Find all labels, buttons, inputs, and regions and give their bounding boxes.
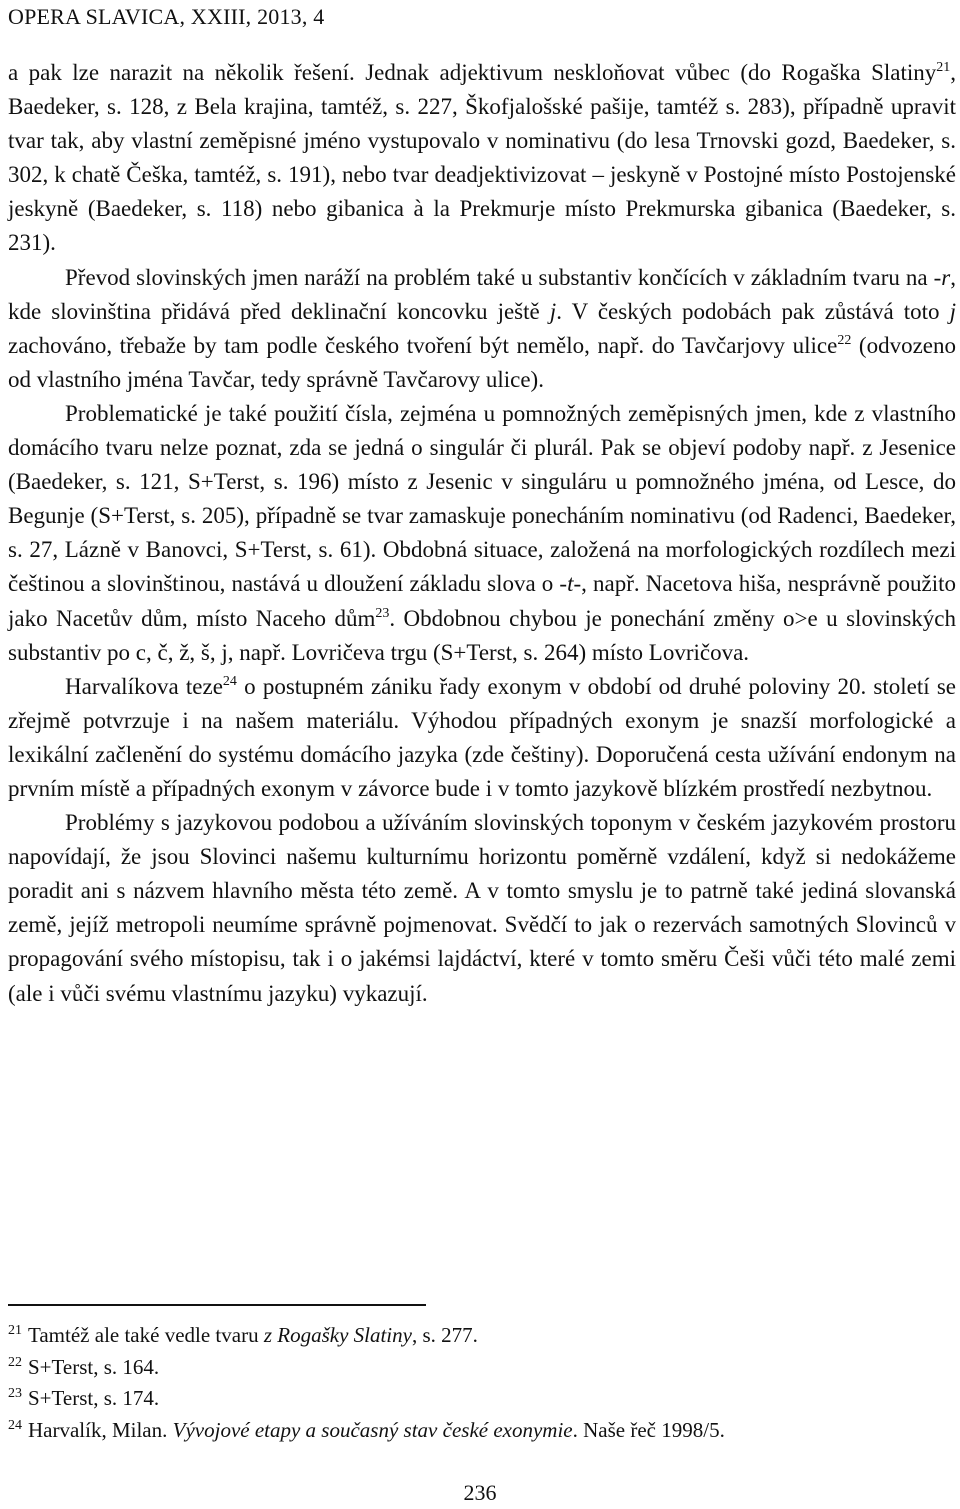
text-run: Problémy s jazykovou podobou a užíváním slovinských toponym v českém jazykovém prostoru napovídají, že jsou Slovinci našemu kulturnímu horizontu poměrně vzdálení, když si nedokážeme poradit ani s názvem hlavního města této země. A v tomto smyslu je to patrně také jediná slovanská země, jejíž metropoli neumíme správně pojmenovat. Svědčí to jak o rezervách samotných Slovinců v propagování svého místopisu, tak i o jakémsi lajdáctví, které v tomto směru Češi vůči této malé zemi (ale i vůči svému vlastnímu jazyku) vykazují. [8,810,956,1006]
paragraph [8,806,956,1011]
text-run: Harvalík, Milan. [28,1417,173,1442]
footnotes [8,1320,956,1446]
italic-text: j [949,298,956,324]
running-head: OPERA SLAVICA, XXIII, 2013, 4 [8,4,325,29]
footnote [8,1320,956,1352]
article-body [8,56,956,1011]
paragraph [8,261,956,397]
text-run: S+Terst, s. 174. [28,1386,160,1410]
text-run: a pak lze narazit na několik řešení. Jednak adjektivum neskloňovat vůbec (do Rogaška Slatiny [8,60,937,85]
footnote [8,1415,956,1447]
footnote-number: 22 [8,1354,22,1370]
paragraph [8,670,956,806]
text-run: . Naše řeč 1998/5. [572,1417,725,1442]
footnote-ref: 23 [375,605,390,621]
footnote-number: 21 [8,1323,22,1338]
text-run: Harvalíkova teze [65,673,223,699]
footnote-number: 23 [8,1386,22,1401]
footnote [8,1383,956,1415]
footnote-ref: 24 [222,673,237,689]
text-run: Problematické je také použití čísla, zejména u pomnožných zeměpisných jmen, kde z vlastního domácího tvaru nelze poznat, zda se jedná o singulár či plurál. Pak se objeví podoby např. z Jesenice (Baedeker, s. 121, S+Terst, s. 196) místo z Jesenic v singuláru u pomnožného jména, od Lesce, do Begunje (S+Terst, s. 205), případně se tvar zamaskuje ponecháním nominativu (od Radenci, Baedeker, s. 27, Lázně v Banovci, S+Terst, s. 61). Obdobná situace, založená na morfologických rozdílech mezi češtinou a slovinštinou, nastává u dloužení základu slova o - [8,400,956,597]
text-run: Převod slovinských jmen naráží na problém také u substantiv končících v základním tvaru na - [65,264,942,290]
footnote [8,1352,956,1384]
text-run: . V českých podobách pak zůstává toto [556,298,950,324]
footnote-separator [8,1304,426,1306]
footnote-ref: 21 [936,60,951,75]
italic-text: r [941,264,951,290]
text-run: , s. 277. [411,1323,478,1347]
text-run: Tamtéž ale také vedle tvaru [28,1323,264,1347]
italic-text: z Rogašky Slatiny [263,1323,412,1347]
text-run: , Baedeker, s. 128, z Bela krajina, tamtéž, s. 227, Škofjalošské pašije, tamtéž s. 283), případně upravit tvar tak, aby vlastní zeměpisné jméno vystupovalo v nominativu (do lesa Trnovski gozd, Baedeker, s. 302, k chatě Češka, tamtéž, s. 191), nebo tvar deadjektivizovat – jeskyně v Postojné místo Postojenské jeskyně (Baedeker, s. 118) nebo gibanica à la Prekmurje místo Prekmurska gibanica (Baedeker, s. 231). [8,60,956,256]
text-run: . Obdobnou chybou je ponechání změny o>e u slovinských substantiv po c, č, ž, š, j, např. Lovričeva trgu (S+Terst, s. 264) místo Lovričova. [8,605,956,665]
footnote-number: 24 [8,1417,22,1433]
italic-text: Vývojové etapy a současný stav české exonymie [172,1417,573,1442]
paragraph [8,56,956,261]
paragraph [8,397,956,670]
text-run: o postupném zániku řady exonym v období od druhé poloviny 20. století se zřejmě potvrzuje i na našem materiálu. Výhodou případných exonym je snazší morfologické a lexikální začlenění do systému domácího jazyka (zde češtiny). Doporučená cesta užívání endonym na prvním místě a případných exonym v závorce bude i v tomto jazykově blízkém prostředí nezbytnou. [8,673,956,801]
page-number: 236 [463,1480,497,1505]
text-run: S+Terst, s. 164. [28,1354,160,1379]
text-run: zachováno, třebaže by tam podle českého tvoření být nemělo, např. do Tavčarjovy ulice [8,332,838,358]
text-run: , kde slovinština přidává před deklinační koncovku ještě [8,264,956,324]
italic-text: j [549,298,557,324]
footnote-ref: 22 [837,332,852,348]
italic-text: t [567,571,574,597]
text-run: -, např. Nacetova hiša, nesprávně použito jako Nacetův dům, místo Naceho dům [8,571,956,631]
text-run: (odvozeno od vlastního jména Tavčar, tedy správně Tavčarovy ulice). [8,332,957,392]
